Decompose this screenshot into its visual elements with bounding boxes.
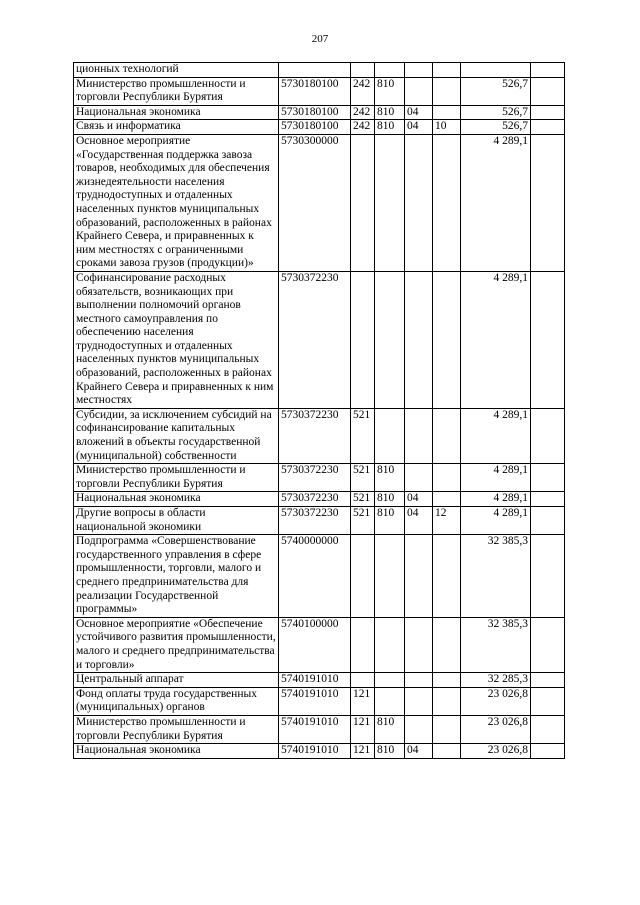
amount-cell: 526,7 bbox=[461, 120, 531, 135]
page-number: 207 bbox=[311, 33, 329, 45]
department-code-cell bbox=[375, 63, 405, 78]
amount-cell: 4 289,1 bbox=[461, 464, 531, 492]
amount-cell: 526,7 bbox=[461, 105, 531, 120]
subsection-cell bbox=[433, 63, 461, 78]
extra-cell bbox=[531, 134, 565, 271]
table-row bbox=[74, 120, 565, 135]
table-row bbox=[74, 507, 565, 535]
subsection-cell: 10 bbox=[433, 120, 461, 135]
target-code-cell: 5740191010 bbox=[279, 673, 351, 688]
section-cell bbox=[405, 535, 433, 618]
table-row bbox=[74, 687, 565, 715]
expense-type-cell bbox=[351, 271, 375, 408]
subsection-cell bbox=[433, 492, 461, 507]
section-cell: 04 bbox=[405, 507, 433, 535]
subsection-cell bbox=[433, 617, 461, 672]
budget-table bbox=[73, 62, 565, 759]
target-code-cell: 5740191010 bbox=[279, 687, 351, 715]
target-code-cell: 5730372230 bbox=[279, 492, 351, 507]
extra-cell bbox=[531, 105, 565, 120]
extra-cell bbox=[531, 687, 565, 715]
item-name-cell: Связь и информатика bbox=[74, 120, 279, 135]
amount-cell: 4 289,1 bbox=[461, 507, 531, 535]
section-cell bbox=[405, 715, 433, 743]
item-name-cell: Национальная экономика bbox=[74, 105, 279, 120]
extra-cell bbox=[531, 77, 565, 105]
item-name-cell: Центральный аппарат bbox=[74, 673, 279, 688]
department-code-cell: 810 bbox=[375, 464, 405, 492]
expense-type-cell: 121 bbox=[351, 715, 375, 743]
amount-cell bbox=[461, 63, 531, 78]
extra-cell bbox=[531, 744, 565, 759]
subsection-cell bbox=[433, 105, 461, 120]
target-code-cell: 5730300000 bbox=[279, 134, 351, 271]
expense-type-cell bbox=[351, 134, 375, 271]
item-name-cell: Софинансирование расходных обязательств, возникающих при выполнении полномочий органов местного самоуправления по обеспечению населения труднодоступных и отдаленных населенных пунктов муниципальных образований, расположенных в районах Крайнего Севера и приравненных к ним местностях bbox=[74, 271, 279, 408]
amount-cell: 526,7 bbox=[461, 77, 531, 105]
target-code-cell: 5730180100 bbox=[279, 105, 351, 120]
section-cell bbox=[405, 134, 433, 271]
extra-cell bbox=[531, 464, 565, 492]
item-name-cell: Подпрограмма «Совершенствование государственного управления в сфере промышленности, торговли, малого и среднего предпринимательства для реализации Государственной программы» bbox=[74, 535, 279, 618]
table-row bbox=[74, 63, 565, 78]
section-cell bbox=[405, 673, 433, 688]
expense-type-cell: 521 bbox=[351, 408, 375, 463]
target-code-cell: 5730372230 bbox=[279, 464, 351, 492]
subsection-cell bbox=[433, 744, 461, 759]
table-row bbox=[74, 464, 565, 492]
expense-type-cell: 242 bbox=[351, 120, 375, 135]
target-code-cell: 5730372230 bbox=[279, 408, 351, 463]
item-name-cell: ционных технологий bbox=[74, 63, 279, 78]
target-code-cell: 5740191010 bbox=[279, 744, 351, 759]
expense-type-cell bbox=[351, 617, 375, 672]
table-row bbox=[74, 617, 565, 672]
department-code-cell bbox=[375, 673, 405, 688]
extra-cell bbox=[531, 535, 565, 618]
section-cell bbox=[405, 617, 433, 672]
extra-cell bbox=[531, 63, 565, 78]
department-code-cell: 810 bbox=[375, 77, 405, 105]
subsection-cell bbox=[433, 715, 461, 743]
amount-cell: 32 385,3 bbox=[461, 535, 531, 618]
amount-cell: 32 385,3 bbox=[461, 617, 531, 672]
amount-cell: 4 289,1 bbox=[461, 492, 531, 507]
item-name-cell: Другие вопросы в области национальной экономики bbox=[74, 507, 279, 535]
expense-type-cell: 521 bbox=[351, 492, 375, 507]
section-cell bbox=[405, 464, 433, 492]
subsection-cell bbox=[433, 77, 461, 105]
department-code-cell bbox=[375, 408, 405, 463]
department-code-cell: 810 bbox=[375, 492, 405, 507]
amount-cell: 23 026,8 bbox=[461, 744, 531, 759]
subsection-cell bbox=[433, 535, 461, 618]
expense-type-cell bbox=[351, 63, 375, 78]
extra-cell bbox=[531, 271, 565, 408]
item-name-cell: Субсидии, за исключением субсидий на софинансирование капитальных вложений в объекты государственной (муниципальной) собственности bbox=[74, 408, 279, 463]
table-row bbox=[74, 673, 565, 688]
amount-cell: 4 289,1 bbox=[461, 408, 531, 463]
extra-cell bbox=[531, 120, 565, 135]
department-code-cell: 810 bbox=[375, 507, 405, 535]
subsection-cell bbox=[433, 408, 461, 463]
section-cell bbox=[405, 408, 433, 463]
table-row bbox=[74, 77, 565, 105]
extra-cell bbox=[531, 492, 565, 507]
subsection-cell bbox=[433, 673, 461, 688]
department-code-cell bbox=[375, 271, 405, 408]
table-row bbox=[74, 105, 565, 120]
extra-cell bbox=[531, 408, 565, 463]
item-name-cell: Министерство промышленности и торговли Республики Бурятия bbox=[74, 464, 279, 492]
amount-cell: 23 026,8 bbox=[461, 715, 531, 743]
target-code-cell: 5740000000 bbox=[279, 535, 351, 618]
table-row bbox=[74, 744, 565, 759]
item-name-cell: Министерство промышленности и торговли Республики Бурятия bbox=[74, 77, 279, 105]
expense-type-cell: 242 bbox=[351, 77, 375, 105]
department-code-cell bbox=[375, 134, 405, 271]
target-code-cell: 5730180100 bbox=[279, 77, 351, 105]
department-code-cell bbox=[375, 687, 405, 715]
expense-type-cell: 521 bbox=[351, 507, 375, 535]
table-row bbox=[74, 134, 565, 271]
department-code-cell: 810 bbox=[375, 715, 405, 743]
expense-type-cell: 242 bbox=[351, 105, 375, 120]
subsection-cell bbox=[433, 134, 461, 271]
department-code-cell: 810 bbox=[375, 120, 405, 135]
item-name-cell: Национальная экономика bbox=[74, 744, 279, 759]
department-code-cell: 810 bbox=[375, 744, 405, 759]
section-cell: 04 bbox=[405, 105, 433, 120]
item-name-cell: Фонд оплаты труда государственных (муниципальных) органов bbox=[74, 687, 279, 715]
table-row bbox=[74, 492, 565, 507]
department-code-cell bbox=[375, 617, 405, 672]
item-name-cell: Министерство промышленности и торговли Республики Бурятия bbox=[74, 715, 279, 743]
subsection-cell bbox=[433, 464, 461, 492]
target-code-cell: 5740100000 bbox=[279, 617, 351, 672]
item-name-cell: Национальная экономика bbox=[74, 492, 279, 507]
expense-type-cell bbox=[351, 535, 375, 618]
target-code-cell: 5730180100 bbox=[279, 120, 351, 135]
table-row bbox=[74, 535, 565, 618]
target-code-cell: 5730372230 bbox=[279, 271, 351, 408]
table-row bbox=[74, 408, 565, 463]
amount-cell: 32 285,3 bbox=[461, 673, 531, 688]
section-cell: 04 bbox=[405, 492, 433, 507]
target-code-cell: 5730372230 bbox=[279, 507, 351, 535]
expense-type-cell: 121 bbox=[351, 687, 375, 715]
subsection-cell bbox=[433, 687, 461, 715]
section-cell: 04 bbox=[405, 120, 433, 135]
department-code-cell bbox=[375, 535, 405, 618]
section-cell bbox=[405, 687, 433, 715]
expense-type-cell: 121 bbox=[351, 744, 375, 759]
amount-cell: 4 289,1 bbox=[461, 134, 531, 271]
expense-type-cell: 521 bbox=[351, 464, 375, 492]
item-name-cell: Основное мероприятие «Государственная поддержка завоза товаров, необходимых для обеспечения жизнедеятельности населения труднодоступных и отдаленных населенных пунктов муниципальных образований, расположенных в районах Крайнего Севера, и приравненных к ним местностях с ограниченными сроками завоза грузов (продукции)» bbox=[74, 134, 279, 271]
section-cell: 04 bbox=[405, 744, 433, 759]
table-row bbox=[74, 715, 565, 743]
extra-cell bbox=[531, 507, 565, 535]
target-code-cell bbox=[279, 63, 351, 78]
section-cell bbox=[405, 77, 433, 105]
extra-cell bbox=[531, 715, 565, 743]
department-code-cell: 810 bbox=[375, 105, 405, 120]
expense-type-cell bbox=[351, 673, 375, 688]
subsection-cell bbox=[433, 271, 461, 408]
amount-cell: 23 026,8 bbox=[461, 687, 531, 715]
subsection-cell: 12 bbox=[433, 507, 461, 535]
table-row bbox=[74, 271, 565, 408]
extra-cell bbox=[531, 617, 565, 672]
extra-cell bbox=[531, 673, 565, 688]
item-name-cell: Основное мероприятие «Обеспечение устойчивого развития промышленности, малого и среднего предпринимательства и торговли» bbox=[74, 617, 279, 672]
target-code-cell: 5740191010 bbox=[279, 715, 351, 743]
section-cell bbox=[405, 271, 433, 408]
section-cell bbox=[405, 63, 433, 78]
amount-cell: 4 289,1 bbox=[461, 271, 531, 408]
